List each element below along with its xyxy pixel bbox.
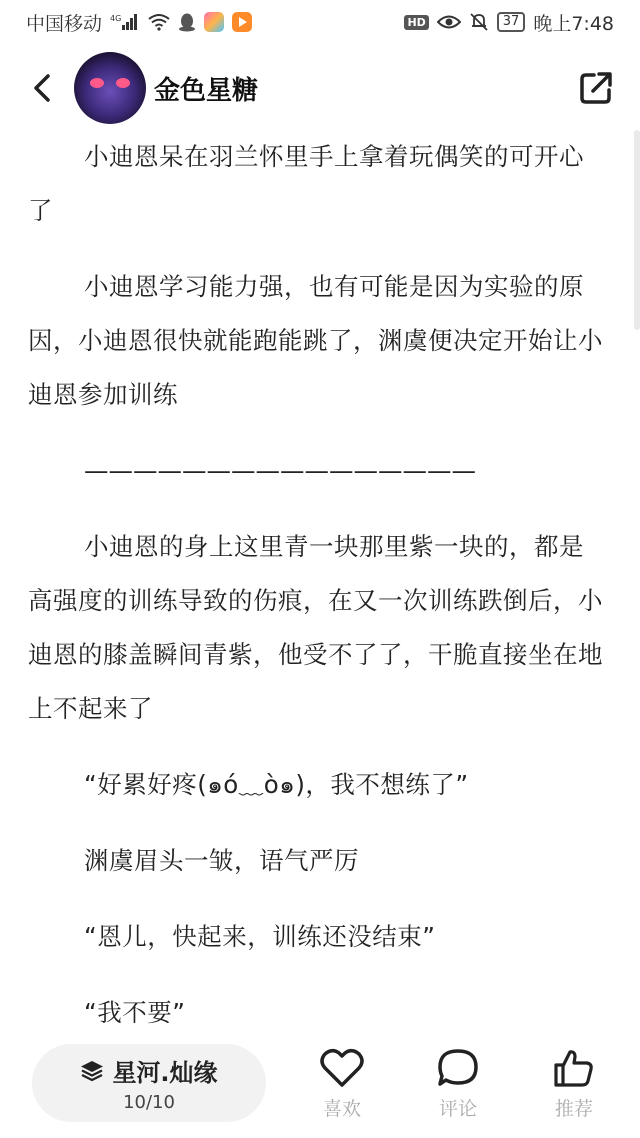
paragraph: “恩儿，快起来，训练还没结束” — [84, 922, 436, 951]
battery-indicator: 37 — [497, 12, 526, 32]
mute-bell-icon — [469, 12, 489, 32]
chevron-left-icon — [31, 73, 53, 103]
scrollbar[interactable] — [634, 130, 640, 330]
layers-icon — [80, 1060, 104, 1082]
paragraph: 小迪恩呆在羽兰怀里手上拿着玩偶笑的可开心了 — [28, 142, 584, 225]
paragraph: 小迪恩学习能力强，也有可能是因为实验的原因，小迪恩很快就能跑能跳了，渊虞便决定开始让小迪恩参加训练 — [28, 272, 603, 409]
status-bar — [0, 0, 640, 44]
comment-bubble-icon — [436, 1048, 480, 1088]
share-icon — [578, 70, 614, 106]
separator-line: ———————————————— — [84, 456, 476, 485]
qq-icon — [178, 12, 196, 32]
video-app-icon — [232, 12, 252, 32]
author-name[interactable]: 金色星糖 — [154, 75, 259, 106]
hd-badge: HD — [404, 15, 428, 30]
signal-icon — [110, 13, 140, 31]
heart-icon — [320, 1048, 364, 1088]
wifi-icon — [148, 13, 170, 31]
article-content — [28, 130, 608, 1062]
like-button[interactable] — [302, 1048, 382, 1134]
paragraph: 渊虞眉头一皱，语气严厉 — [84, 846, 359, 875]
like-label: 喜欢 — [322, 1098, 361, 1120]
back-button[interactable] — [24, 70, 60, 106]
network-type: 4G — [110, 14, 122, 23]
recommend-button[interactable] — [534, 1048, 614, 1134]
thumbs-up-icon — [552, 1048, 596, 1088]
clock: 晚上7:48 — [533, 12, 614, 35]
collection-count: 10/10 — [123, 1092, 175, 1113]
share-button[interactable] — [576, 68, 616, 108]
paragraph: “我不要” — [84, 998, 186, 1027]
bottom-bar — [0, 1040, 640, 1138]
comment-button[interactable] — [418, 1048, 498, 1134]
carrier-name: 中国移动 — [26, 12, 103, 35]
comment-label: 评论 — [438, 1098, 477, 1120]
eye-icon — [437, 14, 461, 30]
article-header — [0, 52, 640, 124]
collection-title: 星河.灿缘 — [112, 1059, 218, 1087]
app-notification-icon — [204, 12, 224, 32]
collection-button[interactable] — [32, 1044, 266, 1122]
paragraph: “好累好疼(๑ó﹏ò๑)，我不想练了” — [84, 770, 469, 799]
paragraph: 小迪恩的身上这里青一块那里紫一块的，都是高强度的训练导致的伤痕，在又一次训练跌倒后，小迪恩的膝盖瞬间青紫，他受不了了，干脆直接坐在地上不起来了 — [28, 532, 603, 723]
author-avatar[interactable] — [74, 52, 146, 124]
recommend-label: 推荐 — [554, 1098, 593, 1120]
